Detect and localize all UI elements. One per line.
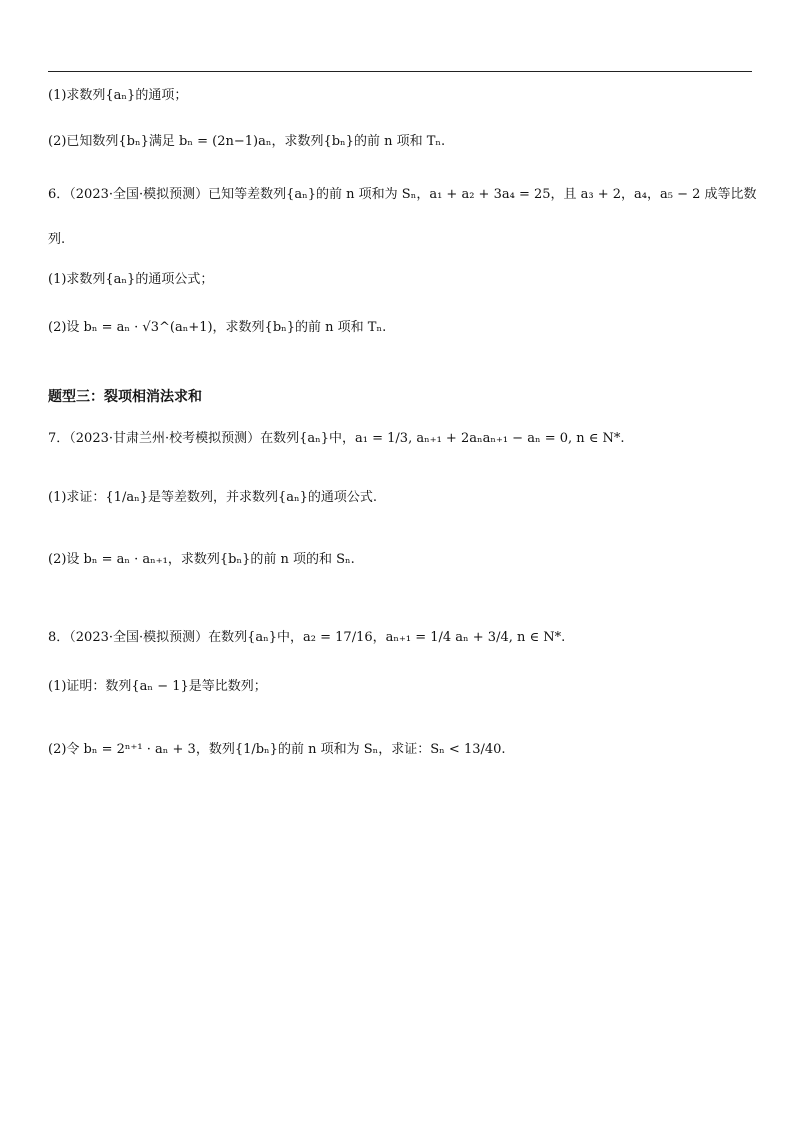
header-rule (48, 71, 752, 72)
q5-part1: (1)求数列{aₙ}的通项； (48, 88, 188, 103)
q7-part1: (1)求证：{1/aₙ}是等差数列，并求数列{aₙ}的通项公式. (48, 490, 378, 505)
q7-part2: (2)设 bₙ = aₙ · aₙ₊₁，求数列{bₙ}的前 n 项的和 Sₙ. (48, 552, 355, 567)
q5-part2: (2)已知数列{bₙ}满足 bₙ = (2n−1)aₙ，求数列{bₙ}的前 n 项和 Tₙ. (48, 134, 446, 149)
q6-statement-cont: 列. (48, 232, 66, 247)
q8-statement: 8．（2023·全国·模拟预测）在数列{aₙ}中，a₂ = 17/16，aₙ₊₁ = 1/4 aₙ + 3/4, n ∈ N*. (48, 630, 566, 645)
q8-part1: (1)证明：数列{aₙ − 1}是等比数列； (48, 679, 267, 694)
q6-statement: 6．（2023·全国·模拟预测）已知等差数列{aₙ}的前 n 项和为 Sₙ，a₁ + a₂ + 3a₄ = 25，且 a₃ + 2，a₄，a₅ − 2 成等比数 (48, 187, 757, 202)
q6-part1: (1)求数列{aₙ}的通项公式； (48, 272, 214, 287)
q6-part2: (2)设 bₙ = aₙ · √3^(aₙ+1)，求数列{bₙ}的前 n 项和 Tₙ. (48, 320, 387, 335)
q7-statement: 7．（2023·甘肃兰州·校考模拟预测）在数列{aₙ}中，a₁ = 1/3, aₙ₊₁ + 2aₙaₙ₊₁ − aₙ = 0, n ∈ N*. (48, 431, 625, 446)
q8-part2: (2)令 bₙ = 2ⁿ⁺¹ · aₙ + 3，数列{1/bₙ}的前 n 项和为 Sₙ，求证：Sₙ < 13/40. (48, 742, 506, 757)
section-heading: 题型三：裂项相消法求和 (48, 389, 202, 405)
